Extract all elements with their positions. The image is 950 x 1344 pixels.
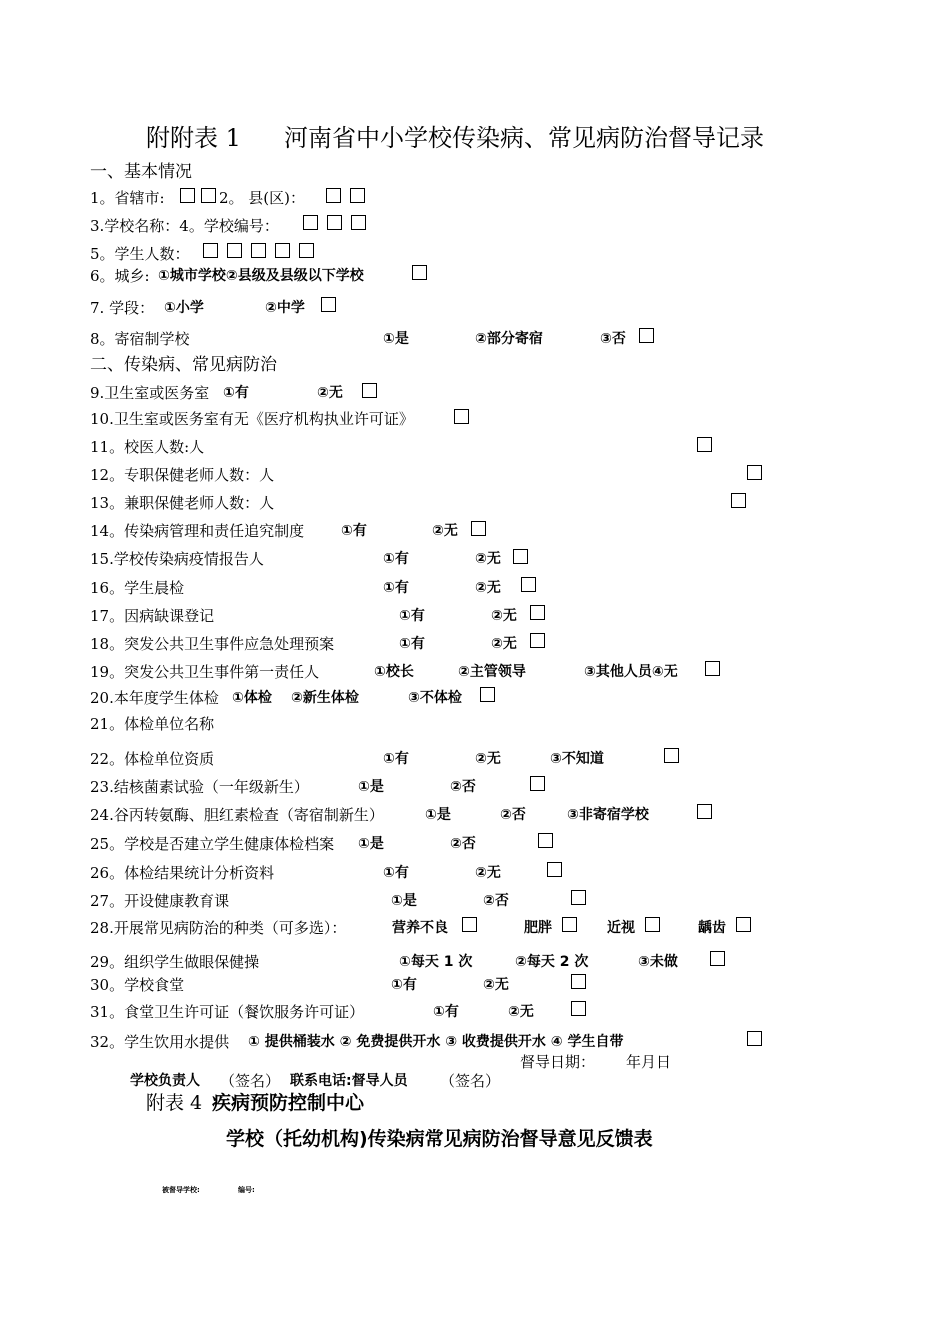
q28-label: 28.开展常见病防治的种类（可多选）： — [90, 919, 347, 937]
q29-box[interactable] — [710, 951, 725, 966]
q31-label: 31。食堂卫生许可证（餐饮服务许可证） — [90, 1003, 365, 1021]
q13-label: 13。兼职保健老师人数：人 — [90, 494, 275, 512]
q5-box-5[interactable] — [299, 243, 314, 258]
q3-label: 3.学校名称：4。学校编号： — [90, 217, 279, 235]
q27-option-1: ①是 — [391, 893, 417, 909]
q20-option-2: ②新生体检 — [291, 690, 359, 706]
appendix4-org: 疾病预防控制中心 — [212, 1092, 365, 1114]
q27-box[interactable] — [571, 890, 586, 905]
q7-box[interactable] — [321, 297, 336, 312]
q21-label: 21。体检单位名称 — [90, 715, 215, 733]
q18-box[interactable] — [530, 633, 545, 648]
q14-option-2: ②无 — [432, 523, 458, 539]
q5-box-2[interactable] — [227, 243, 242, 258]
supervisor-sign-note: （签名） — [440, 1072, 501, 1090]
q6-label: 6。城乡: — [90, 267, 150, 285]
q22-option-3: ③不知道 — [550, 751, 604, 767]
contact-supervisor-label: 联系电话:督导人员 — [290, 1073, 408, 1089]
q2-label: 2。 县(区)： — [219, 189, 306, 207]
q17-label: 17。因病缺课登记 — [90, 607, 215, 625]
q20-box[interactable] — [480, 687, 495, 702]
q1-box-2[interactable] — [201, 188, 216, 203]
q23-label: 23.结核菌素试验（一年级新生） — [90, 778, 309, 796]
q31-box[interactable] — [571, 1001, 586, 1016]
q30-label: 30。学校食堂 — [90, 976, 185, 994]
q16-option-2: ②无 — [475, 580, 501, 596]
supervision-date-label: 督导日期： — [520, 1053, 596, 1071]
q23-box[interactable] — [530, 776, 545, 791]
q15-label: 15.学校传染病疫情报告人 — [90, 550, 264, 568]
q9-box[interactable] — [362, 383, 377, 398]
serial-number-label: 编号: — [238, 1186, 255, 1194]
q24-label: 24.谷丙转氨酶、胆红素检查（寄宿制新生） — [90, 806, 384, 824]
q7-option-2: ②中学 — [265, 300, 305, 316]
q14-box[interactable] — [471, 521, 486, 536]
q5-box-3[interactable] — [251, 243, 266, 258]
q22-option-2: ②无 — [475, 751, 501, 767]
q6-box[interactable] — [412, 265, 427, 280]
q13-box[interactable] — [731, 493, 746, 508]
q25-option-1: ①是 — [358, 836, 384, 852]
q28-box-obesity[interactable] — [562, 917, 577, 932]
q19-label: 19。突发公共卫生事件第一责任人 — [90, 663, 320, 681]
q23-option-1: ①是 — [358, 779, 384, 795]
appendix4-prefix: 附表 4 — [146, 1092, 203, 1114]
q32-options: ① 提供桶装水 ② 免费提供开水 ③ 收费提供开水 ④ 学生自带 — [248, 1034, 624, 1050]
q26-option-1: ①有 — [383, 865, 409, 881]
q19-option-3: ③其他人员④无 — [584, 664, 678, 680]
q19-option-2: ②主管领导 — [458, 664, 526, 680]
q29-option-2: ②每天 2 次 — [515, 954, 589, 970]
q2-box-1[interactable] — [326, 188, 341, 203]
q30-option-1: ①有 — [391, 977, 417, 993]
q17-option-1: ①有 — [399, 608, 425, 624]
q11-box[interactable] — [697, 437, 712, 452]
q5-box-1[interactable] — [203, 243, 218, 258]
q28-box-caries[interactable] — [736, 917, 751, 932]
q8-option-3: ③否 — [600, 331, 626, 347]
q29-option-3: ③未做 — [638, 954, 678, 970]
q29-label: 29。组织学生做眼保健操 — [90, 953, 260, 971]
q30-box[interactable] — [571, 974, 586, 989]
q28-option-malnutrition: 营养不良 — [392, 920, 448, 936]
q18-option-2: ②无 — [491, 636, 517, 652]
q8-label: 8。寄宿制学校 — [90, 330, 190, 348]
q26-label: 26。体检结果统计分析资料 — [90, 864, 275, 882]
q10-box[interactable] — [454, 409, 469, 424]
q24-option-3: ③非寄宿学校 — [567, 807, 649, 823]
q8-box[interactable] — [639, 328, 654, 343]
q15-option-2: ②无 — [475, 551, 501, 567]
q26-box[interactable] — [547, 862, 562, 877]
q19-option-1: ①校长 — [374, 664, 414, 680]
q4-box-2[interactable] — [327, 215, 342, 230]
q1-box-1[interactable] — [180, 188, 195, 203]
supervision-date-value: 年月日 — [626, 1053, 672, 1071]
q22-option-1: ①有 — [383, 751, 409, 767]
q30-option-2: ②无 — [483, 977, 509, 993]
q10-label: 10.卫生室或医务室有无《医疗机构执业许可证》 — [90, 410, 414, 428]
supervised-school-label: 被督导学校: — [162, 1186, 200, 1194]
q9-option-1: ①有 — [223, 385, 249, 401]
q25-label: 25。学校是否建立学生健康体检档案 — [90, 835, 335, 853]
q5-label: 5。学生人数： — [90, 245, 190, 263]
q4-box-3[interactable] — [351, 215, 366, 230]
section-disease-prevention: 二、传染病、常见病防治 — [90, 355, 277, 375]
q14-option-1: ①有 — [341, 523, 367, 539]
q31-option-2: ②无 — [508, 1004, 534, 1020]
title-prefix: 附附表 1 — [146, 124, 241, 152]
q8-option-1: ①是 — [383, 331, 409, 347]
q11-label: 11。校医人数:人 — [90, 438, 205, 456]
q15-option-1: ①有 — [383, 551, 409, 567]
q6-options: ①城市学校②县级及县级以下学校 — [158, 268, 364, 284]
q12-box[interactable] — [747, 465, 762, 480]
q16-label: 16。学生晨检 — [90, 579, 185, 597]
q20-label: 20.本年度学生体检 — [90, 689, 219, 707]
q28-box-myopia[interactable] — [645, 917, 660, 932]
q22-label: 22。体检单位资质 — [90, 750, 215, 768]
q1-label: 1。省辖市: — [90, 189, 165, 207]
school-leader-label: 学校负责人 — [130, 1073, 200, 1089]
q25-option-2: ②否 — [450, 836, 476, 852]
q32-label: 32。学生饮用水提供 — [90, 1033, 230, 1051]
q27-label: 27。开设健康教育课 — [90, 892, 230, 910]
section-basic-info: 一、基本情况 — [90, 162, 192, 182]
q28-option-obesity: 肥胖 — [524, 920, 552, 936]
q7-option-1: ①小学 — [164, 300, 204, 316]
q28-option-caries: 龋齿 — [698, 920, 726, 936]
q27-option-2: ②否 — [483, 893, 509, 909]
q28-option-myopia: 近视 — [607, 920, 635, 936]
q25-box[interactable] — [538, 833, 553, 848]
q31-option-1: ①有 — [433, 1004, 459, 1020]
q18-label: 18。突发公共卫生事件应急处理预案 — [90, 635, 335, 653]
q20-option-3: ③不体检 — [408, 690, 462, 706]
q24-option-2: ②否 — [500, 807, 526, 823]
q26-option-2: ②无 — [475, 865, 501, 881]
appendix4-title: 学校（托幼机构)传染病常见病防治督导意见反馈表 — [226, 1128, 653, 1150]
school-leader-sign-note: （签名） — [220, 1072, 281, 1090]
q5-box-4[interactable] — [275, 243, 290, 258]
q15-box[interactable] — [513, 549, 528, 564]
q32-box[interactable] — [747, 1031, 762, 1046]
q9-label: 9.卫生室或医务室 — [90, 384, 210, 402]
q16-box[interactable] — [521, 577, 536, 592]
q14-label: 14。传染病管理和责任追究制度 — [90, 522, 305, 540]
q16-option-1: ①有 — [383, 580, 409, 596]
q9-option-2: ②无 — [317, 385, 343, 401]
q17-option-2: ②无 — [491, 608, 517, 624]
q19-box[interactable] — [705, 661, 720, 676]
q17-box[interactable] — [530, 605, 545, 620]
q23-option-2: ②否 — [450, 779, 476, 795]
q18-option-1: ①有 — [399, 636, 425, 652]
q2-box-2[interactable] — [350, 188, 365, 203]
q20-option-1: ①体检 — [232, 690, 272, 706]
q7-label: 7. 学段： — [90, 299, 155, 317]
q22-box[interactable] — [664, 748, 679, 763]
q24-option-1: ①是 — [425, 807, 451, 823]
q28-box-malnutrition[interactable] — [462, 917, 477, 932]
q29-option-1: ①每天 1 次 — [399, 954, 473, 970]
page-title: 河南省中小学校传染病、常见病防治督导记录 — [284, 124, 764, 152]
q8-option-2: ②部分寄宿 — [475, 331, 543, 347]
q4-box-1[interactable] — [303, 215, 318, 230]
q12-label: 12。专职保健老师人数：人 — [90, 466, 275, 484]
q24-box[interactable] — [697, 804, 712, 819]
